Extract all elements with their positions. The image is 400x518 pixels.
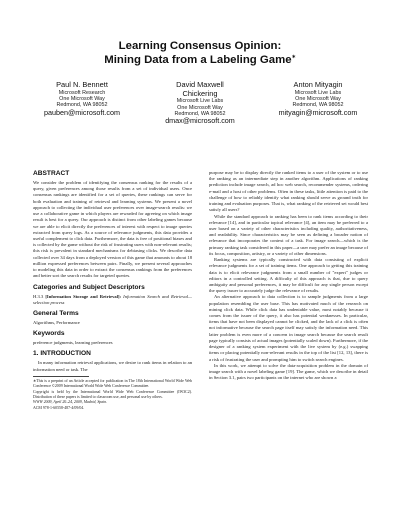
footnote-preprint: ∗This is a preprint of an Article accepted for publication in The 18th International World Wide Web Conference ©2009 International World Wide Web Conference Committee. <box>33 378 192 388</box>
title-line-2: Mining Data from a Labeling Game∗ <box>104 53 296 66</box>
author-email: mityagin@microsoft.com <box>278 107 358 117</box>
body-paragraph: An alternative approach to data collection is to sample judgments from a large population resembling the user base. This has motivated much of the research on mining click data. While click data has undeniable value, most notably because it comes from the issuer of the query, it also has potential weaknesses. In particular, items that have not been displayed cannot be clicked, and the lack of a click is often not informative because the search page itself may satisfy the information need. This latter problem is even more of a concern in image search because the search result page typically consists of actual images (potentially scaled down). Furthermore, if the designer of a ranking system experiment with the live system by (e.g.) swapping items or placing potentially non-relevant results in the top of the list [12, 13], there is a risk of frustrating the user and prompting him to switch search engines. <box>209 294 368 362</box>
author-name: David Maxwell <box>176 80 224 89</box>
footnote-rule <box>33 376 89 377</box>
right-column <box>209 170 368 381</box>
author-affiliation: Microsoft Live Labs <box>176 98 224 105</box>
author-address: One Microsoft Way <box>295 96 341 102</box>
footnote-venue: WWW 2009, April 20–24, 2009, Madrid, Spain. <box>33 400 108 405</box>
author-city: Redmond, WA 98052 <box>292 102 344 109</box>
author-affiliation: Microsoft Live Labs <box>294 89 342 96</box>
author-name: Anton Mityagin <box>293 80 343 89</box>
introduction-heading: 1. INTRODUCTION <box>33 350 91 358</box>
footnote-acm: ACM 978-1-60558-487-4/09/04. <box>33 406 85 411</box>
author-name-line-2: Chickering <box>182 88 218 98</box>
general-terms-heading: General Terms <box>33 309 79 317</box>
author-city: Redmond, WA 98052 <box>56 102 108 109</box>
abstract-heading: ABSTRACT <box>33 170 70 177</box>
title-line-1: Learning Consensus Opinion: <box>118 40 282 52</box>
author-address: One Microsoft Way <box>59 96 105 102</box>
title-footnote-marker: ∗ <box>291 53 296 60</box>
author-affiliation: Microsoft Research <box>58 89 106 96</box>
author-email: dmax@microsoft.com <box>165 116 235 126</box>
abstract-text: We consider the problem of identifying the consensus ranking for the results of a query, given preferences among those results from a set of individual users. Once consensus rankings are identified for a set of queries, these rankings can serve for both evaluation and training of retrieval and learning systems. We present a novel approach to collecting the individual user preferences over image-search results: we use a collaborative game in which players are rewarded for agreeing on which image result is best for a query. Our approach is distinct from other labeling games because we are able to elicit directly the preferences of interest with respect to image queries extracted from query logs. As a source of relevance judgments, this data provides a useful complement to click data. Furthermore, the data is free of positional biases and is collected by the game without the risk of frustrating users with non-relevant results; this risk is prevalent in standard mechanisms for debiasing clicks. We describe data collected over 34 days from a deployed version of this game that amounts to about 18 million expressed preferences between pairs. Finally, we present several approaches to modeling this data in order to extract the consensus rankings from the preferences and better sort the search results for targeted queries. <box>33 180 192 279</box>
body-paragraph: While the standard approach to ranking has been to rank items according to their relevance [14], and in particular topical relevance [4], an item may be preferred to a user based on a variety of other characteristics including quality, authoritativeness, and readability. Since characteristics may be seen as defining a broader notion of relevance that incorporates the context of a task. For image search—which is the primary ranking task considered in this paper—a user may prefer an image because of its focus, composition, artistry, or a variety of other dimensions. <box>209 213 368 256</box>
author-name: Paul N. Bennett <box>56 80 108 89</box>
author-address: One Microsoft Way <box>177 104 223 111</box>
author-mityagin <box>268 81 368 126</box>
body-paragraph: Ranking systems are typically constructed with data consisting of explicit relevance judgments for a set of training items. One approach to getting this training data is to elicit relevance judgments from a small number of "expert" judges or editors in a controlled setting. A difficulty of this approach is that, due to query ambiguity and personal preferences, it may be difficult for any single person except the query issuer to accurately judge the relevance of results. <box>209 257 368 294</box>
author-email: pauben@microsoft.com <box>43 107 120 117</box>
footnote-copyright: Copyright is held by the International World Wide Web Conference Committee (IW3C2). Distribution of these papers is limited to classroom use, and personal use by others. <box>33 389 192 399</box>
author-block <box>32 81 368 126</box>
body-paragraph: In this work, we attempt to solve the data-acquisition problem in the domain of image search with a novel labeling game [19]. The game, which we describe in detail in Section 3.1, pairs two participants on the internet who are shown a <box>209 362 368 381</box>
categories-text: H.3.3 [Information Storage and Retrieval]: Information Search and Retrieval—selection process <box>33 293 193 305</box>
categories-heading: Categories and Subject Descriptors <box>33 283 145 291</box>
author-chickering <box>150 81 250 126</box>
keywords-heading: Keywords <box>33 330 65 338</box>
keywords-text: preference judgments, learning preferences <box>33 340 113 346</box>
body-paragraph: purpose may be to display directly the ranked items to a user of the system or to use the ranking as an intermediate step in another algorithm. Applications of ranking prediction include image search, ad hoc web search, recommender systems, ordering e-mail and a host of other problems. Often in these tasks, little attention is paid to the challenge of how to reliably identify what ranking should serve as ground truth for training and evaluation purposes. That is, what ranking of the retrieved set would best satisfy all users? <box>209 170 368 213</box>
general-terms-text: Algorithms, Performance <box>33 319 80 325</box>
left-column <box>33 170 192 411</box>
paper-title <box>0 40 400 67</box>
introduction-text: In many information retrieval applications, we desire to rank items in relation to an information need or task. The <box>33 360 192 372</box>
author-bennett <box>32 81 132 126</box>
author-city: Redmond, WA 98052 <box>174 111 226 117</box>
